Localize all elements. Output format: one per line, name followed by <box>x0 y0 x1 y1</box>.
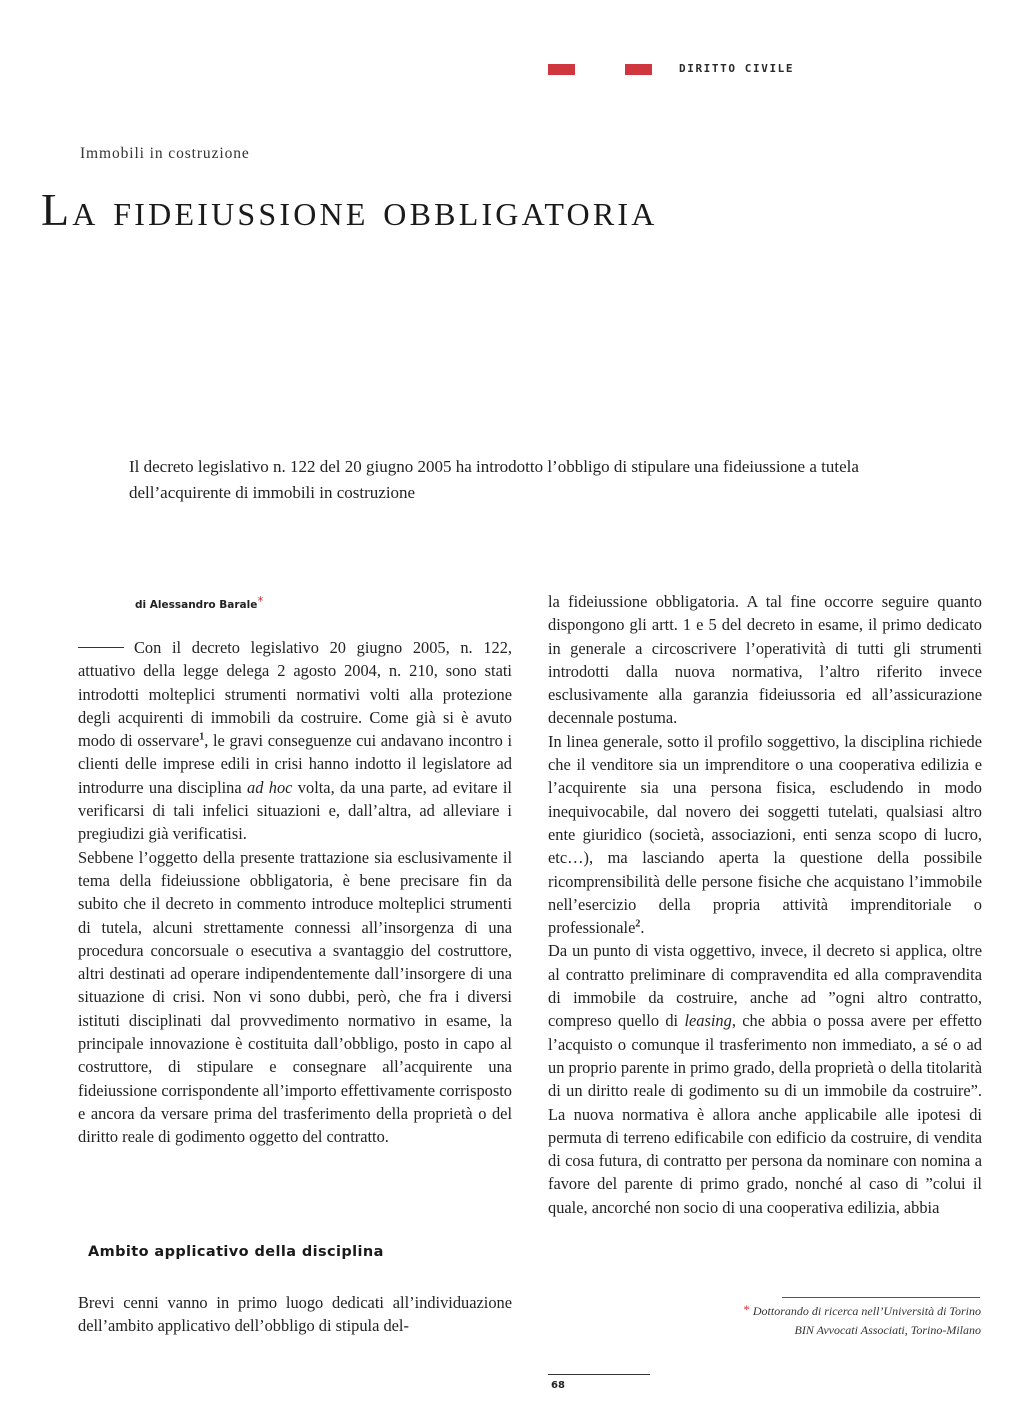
body-paragraph: Brevi cenni vanno in primo luogo dedicati all’individuazione dell’ambito applicativo dell’obbligo di stipula del- <box>78 1293 512 1336</box>
footnote-rule <box>782 1297 980 1298</box>
author-footnote <box>700 1300 981 1340</box>
header-accent-bar <box>548 64 575 75</box>
article-abstract: Il decreto legislativo n. 122 del 20 giugno 2005 ha introdotto l’obbligo di stipulare una fideiussione a tutela dell’acquirente di immobili in costruzione <box>129 457 859 502</box>
opening-dash <box>78 647 124 648</box>
body-text: , che abbia o possa avere per effetto l’acquisto o comunque il trasferimento non immediato, a sé o ad un proprio parente in primo grado, della proprietà o della titolarità di un diritto reale di godimento su di un immobile da costruire”. La nuova normativa è allora anche applicabile alle ipotesi di permuta di terreno edificabile con edificio da costruire, di vendita di cosa futura, di contratto per persona da nominare con nomina a favore del parente di primo grado, nonché al caso di ”colui il quale, ancorché non socio di una cooperativa edilizia, abbia <box>548 1011 982 1217</box>
section-label: DIRITTO CIVILE <box>679 62 795 75</box>
article-kicker: Immobili in costruzione <box>80 145 250 162</box>
body-text: . <box>640 918 645 938</box>
footnote-marker: * <box>743 1302 750 1317</box>
body-paragraph <box>78 636 512 846</box>
page-number-rule <box>548 1374 650 1375</box>
body-paragraph: la fideiussione obbligatoria. A tal fine occorre seguire quanto dispongono gli artt. 1 e 5 del decreto in esame, il primo dedicato in generale a circoscrivere l’operatività di tutti gli strumenti introdotti dalla nuova normativa, l’altro riferito invece esclusivamente alla garanzia fideiussoria ed all’assicurazione decennale postuma. <box>548 592 982 728</box>
author-footnote-marker: * <box>257 594 264 608</box>
body-text: Con il decreto legislativo 20 giugno 2005, n. 122, attuativo della legge delega 2 agosto 2004, n. 210, sono stati introdotti molteplici strumenti normativi volti alla protezione degli acquirenti di immobili da costruire. Come già si è avuto modo di osservare <box>78 638 512 751</box>
body-paragraph <box>548 939 982 1219</box>
body-column-right <box>548 590 982 1219</box>
header-accent-bar <box>625 64 652 75</box>
body-paragraph: Sebbene l’oggetto della presente trattazione sia esclusivamente il tema della fideiussione obbligatoria, è bene precisare fin da subito che il decreto in commento introduce molteplici strumenti di tutela, alcuni strettamente connessi all’insorgenza di una procedura concorsuale o esecutiva a svantaggio del costruttore, altri destinati ad operare indipendentemente dall’insorgere di una situazione di crisi. Non vi sono dubbi, però, che fra i diversi istituti disciplinati dal provvedimento normativo in esame, la principale innovazione è costituita dall’obbligo, posto in capo al costruttore, di stipulare e consegnare all’acquirente una fideiussione corrispondente all’importo effettivamente corrisposto e ancora da versare prima del trasferimento della proprietà o del diritto reale di godimento oggetto del contratto. <box>78 847 512 1147</box>
body-text: , le gravi conseguenze cui andavano incontro i clienti delle imprese edili in crisi hanno indotto il legislatore ad introdurre una disciplina <box>78 731 512 797</box>
page-number: 68 <box>551 1380 565 1391</box>
body-text: In linea generale, sotto il profilo soggettivo, la disciplina richiede che il venditore sia un imprenditore o una cooperativa edilizia e l’acquirente sia una persona fisica, escludendo in modo inequivocabile, dal novero dei soggetti tutelati, qualsiasi altro ente giuridico (società, associazioni, enti senza scopo di lucro, etc…), ma lasciando aperta la questione della possibile ricomprensibilità delle persone fisiche che acquistano l’immobile nell’esercizio della propria attività imprenditoriale o professionale <box>548 731 982 938</box>
author-name: di Alessandro Barale <box>135 599 258 611</box>
footnote-affiliation: Dottorando di ricerca nell’Università di Torino <box>752 1304 981 1318</box>
footnote-ref: 2 <box>635 918 641 930</box>
section-subheading: Ambito applicativo della disciplina <box>88 1244 384 1260</box>
body-text: Da un punto di vista oggettivo, invece, il decreto si applica, oltre al contratto preliminare di compravendita ed alla compravendita di immobile da costruire, anche ad ”ogni altro contratto, compreso quello di <box>548 941 982 1031</box>
article-title: La fideiussione obbligatoria <box>41 184 658 235</box>
body-column-left-continued <box>78 1291 512 1338</box>
footnote-ref: 1 <box>199 731 205 743</box>
author-byline <box>135 594 263 611</box>
body-emphasis: ad hoc <box>247 777 293 797</box>
body-emphasis: leasing <box>684 1011 732 1031</box>
body-column-left <box>78 636 512 1149</box>
body-text: volta, da una parte, ad evitare il verificarsi di tali infelici situazioni e, dall’altra, ad alleviare i pregiudizi già verificatisi. <box>78 777 512 844</box>
footnote-firm: BIN Avvocati Associati, Torino-Milano <box>794 1323 981 1337</box>
body-paragraph <box>548 730 982 940</box>
